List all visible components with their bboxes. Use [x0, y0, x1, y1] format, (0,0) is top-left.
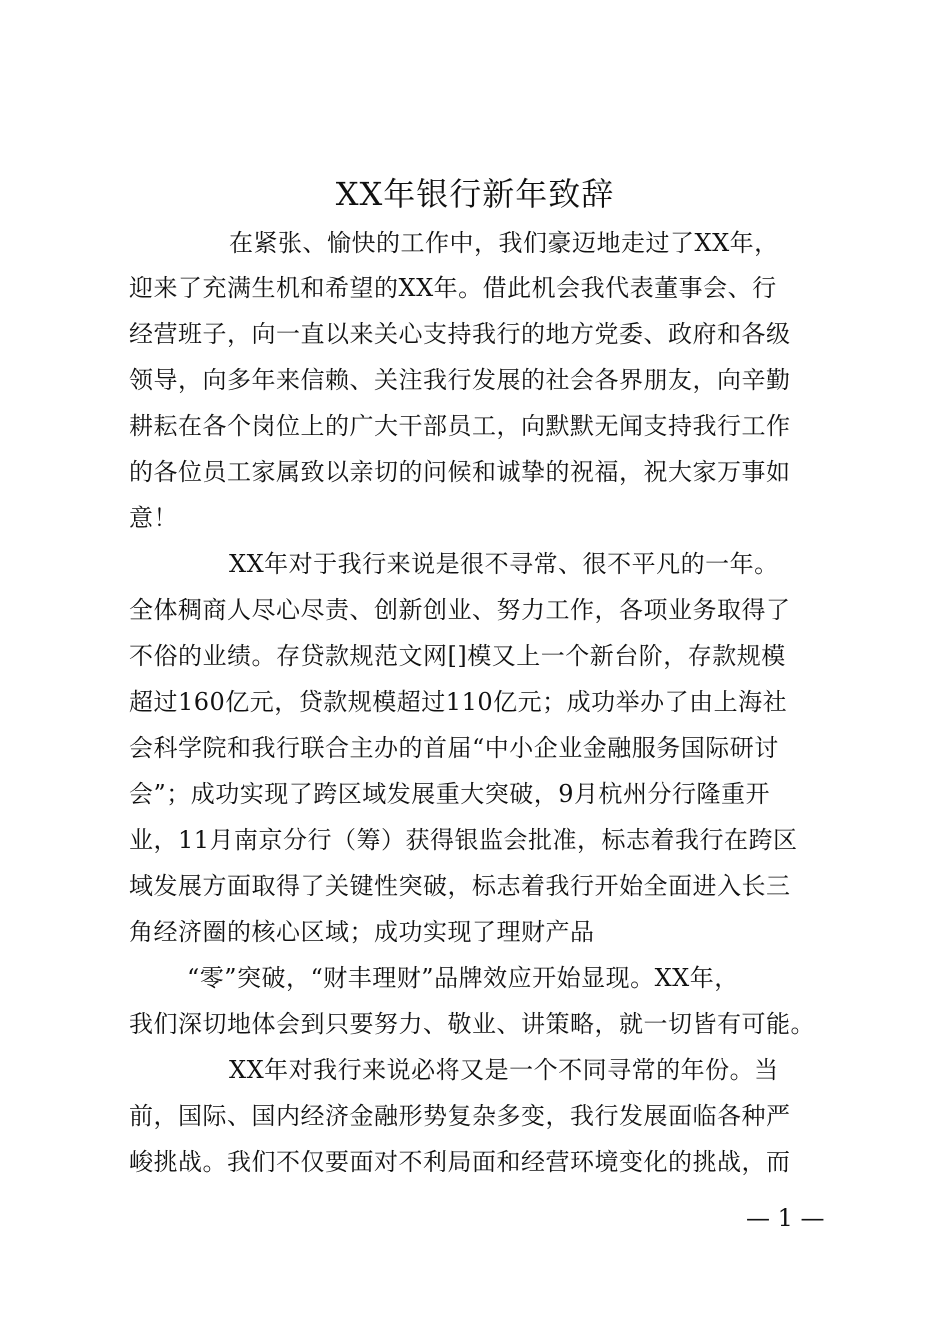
paragraph-line: 会科学院和我行联合主办的首届“中小企业金融服务国际研讨	[129, 734, 779, 762]
paragraph-line: 全体稠商人尽心尽责、创新创业、努力工作，各项业务取得了	[129, 596, 791, 624]
paragraph-line: 耕耘在各个岗位上的广大干部员工，向默默无闻支持我行工作	[129, 412, 791, 440]
paragraph-line: 业，11月南京分行（筹）获得银监会批准，标志着我行在跨区	[129, 826, 798, 854]
paragraph-line: 前，国际、国内经济金融形势复杂多变，我行发展面临各种严	[129, 1102, 791, 1130]
paragraph-line: 域发展方面取得了关键性突破，标志着我行开始全面进入长三	[129, 872, 791, 900]
paragraph-line: XX年对于我行来说是很不寻常、很不平凡的一年。	[229, 550, 779, 578]
paragraph-line: “零”突破，“财丰理财”品牌效应开始显现。XX年，	[187, 964, 739, 992]
document-title: XX年银行新年致辞	[335, 175, 615, 213]
paragraph-line: 领导，向多年来信赖、关注我行发展的社会各界朋友，向辛勤	[129, 366, 791, 394]
paragraph-line: 我们深切地体会到只要努力、敬业、讲策略，就一切皆有可能。	[129, 1010, 815, 1038]
paragraph-line: 不俗的业绩。存贷款规范文网[]模又上一个新台阶，存款规模	[129, 642, 786, 670]
paragraph-line: 峻挑战。我们不仅要面对不利局面和经营环境变化的挑战，而	[129, 1148, 791, 1176]
paragraph-line: 角经济圈的核心区域；成功实现了理财产品	[129, 918, 595, 946]
page-number: — 1 —	[746, 1204, 825, 1232]
paragraph-line: 超过160亿元，贷款规模超过110亿元；成功举办了由上海社	[129, 688, 788, 716]
paragraph-line: 经营班子，向一直以来关心支持我行的地方党委、政府和各级	[129, 320, 791, 348]
paragraph-line: 会”；成功实现了跨区域发展重大突破，9月杭州分行隆重开	[129, 780, 771, 808]
paragraph-line: 在紧张、愉快的工作中，我们豪迈地走过了XX年，	[229, 229, 779, 257]
paragraph-line: 的各位员工家属致以亲切的问候和诚挚的祝福，祝大家万事如	[129, 458, 791, 486]
paragraph-line: XX年对我行来说必将又是一个不同寻常的年份。当	[229, 1056, 779, 1084]
paragraph-line: 意！	[129, 504, 178, 532]
paragraph-line: 迎来了充满生机和希望的XX年。借此机会我代表董事会、行	[129, 274, 777, 302]
